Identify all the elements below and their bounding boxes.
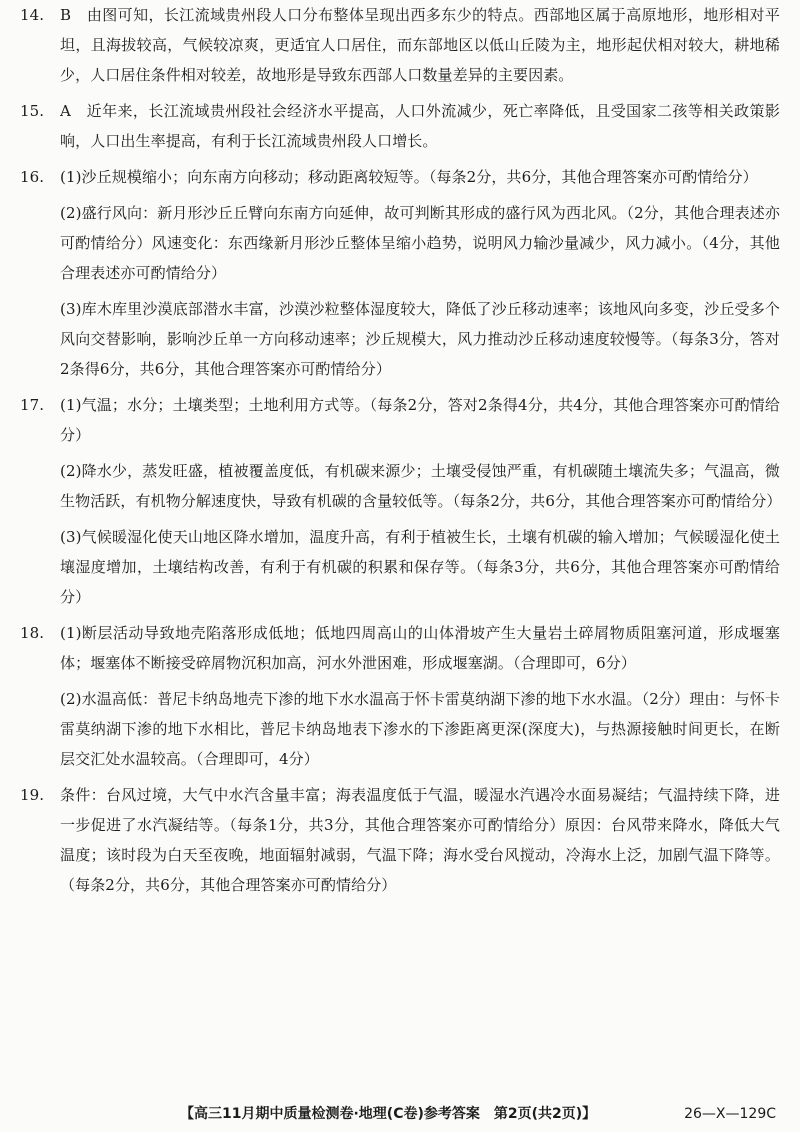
answer-item-15 bbox=[20, 96, 780, 156]
answer-item-14 bbox=[20, 0, 780, 90]
answer-paragraph: 条件：台风过境，大气中水汽含量丰富；海表温度低于气温，暖湿水汽遇冷水面易凝结；气温持续下降，进一步促进了水汽凝结等。（每条1分，共3分，其他合理答案亦可酌情给分）原因：台风带来降水，降低大气温度；该时段为白天至夜晚，地面辐射减弱，气温下降；海水受台风搅动，冷海水上泛，加剧气温下降等。（每条2分，共6分，其他合理答案亦可酌情给分） bbox=[60, 786, 780, 894]
answer-paragraph: (1)沙丘规模缩小；向东南方向移动；移动距离较短等。（每条2分，共6分，其他合理答案亦可酌情给分） bbox=[60, 168, 758, 186]
answer-paragraph: (1)断层活动导致地壳陷落形成低地；低地四周高山的山体滑坡产生大量岩土碎屑物质阻塞河道，形成堰塞体；堰塞体不断接受碎屑物沉积加高，河水外泄困难，形成堰塞湖。（合理即可，6分） bbox=[60, 624, 780, 672]
answer-paragraph: (2)盛行风向：新月形沙丘丘臂向东南方向延伸，故可判断其形成的盛行风为西北风。（2分，其他合理表述亦可酌情给分）风速变化：东西缘新月形沙丘整体呈缩小趋势，说明风力输沙量减少，风力减小。（4分，其他合理表述亦可酌情给分） bbox=[60, 204, 780, 282]
answer-list bbox=[20, 0, 780, 900]
answer-paragraph: (2)降水少，蒸发旺盛，植被覆盖度低，有机碳来源少；土壤受侵蚀严重，有机碳随土壤流失多；气温高，微生物活跃，有机物分解速度快，导致有机碳的含量较低等。（每条2分，共6分，其他合理答案亦可酌情给分） bbox=[60, 462, 782, 510]
question-number: 14. bbox=[20, 6, 45, 24]
question-number: 17. bbox=[20, 396, 45, 414]
answer-paragraph: (3)气候暖湿化使天山地区降水增加，温度升高，有利于植被生长，土壤有机碳的输入增加；气候暖湿化使土壤湿度增加，土壤结构改善，有利于有机碳的积累和保存等。（每条3分，共6分，其他合理答案亦可酌情给分） bbox=[60, 528, 780, 606]
answer-paragraph: B 由图可知，长江流域贵州段人口分布整体呈现出西多东少的特点。西部地区属于高原地形，地形相对平坦，且海拔较高，气候较凉爽，更适宜人口居住，而东部地区以低山丘陵为主，地形起伏相对较大，耕地稀少，人口居住条件相对较差，故地形是导致东西部人口数量差异的主要因素。 bbox=[60, 6, 780, 84]
question-number: 18. bbox=[20, 624, 45, 642]
question-number: 15. bbox=[20, 102, 45, 120]
answer-item-18 bbox=[20, 618, 780, 774]
answer-paragraph: (1)气温；水分；土壤类型；土地利用方式等。（每条2分，答对2条得4分，共4分，其他合理答案亦可酌情给分） bbox=[60, 396, 780, 444]
page-footer bbox=[0, 1100, 800, 1128]
answer-paragraph: (2)水温高低：普尼卡纳岛地壳下渗的地下水水温高于怀卡雷莫纳湖下渗的地下水水温。（2分）理由：与怀卡雷莫纳湖下渗的地下水相比，普尼卡纳岛地表下渗水的下渗距离更深(深度大)，与热源接触时间更长，在断层交汇处水温较高。（合理即可，4分） bbox=[60, 690, 780, 768]
answer-paragraph: A 近年来，长江流域贵州段社会经济水平提高，人口外流减少，死亡率降低，且受国家二孩等相关政策影响，人口出生率提高，有利于长江流域贵州段人口增长。 bbox=[60, 102, 780, 150]
answer-item-16 bbox=[20, 162, 780, 384]
question-number: 19. bbox=[20, 786, 45, 804]
question-number: 16. bbox=[20, 168, 45, 186]
footer-title: 【高三11月期中质量检测卷·地理(C卷)参考答案 第2页(共2页)】 bbox=[180, 1106, 597, 1122]
answer-paragraph: (3)库木库里沙漠底部潜水丰富，沙漠沙粒整体湿度较大，降低了沙丘移动速率；该地风向多变，沙丘受多个风向交替影响，影响沙丘单一方向移动速率；沙丘规模大，风力推动沙丘移动速度较慢等。（每条3分，答对2条得6分，共6分，其他合理答案亦可酌情给分） bbox=[60, 300, 780, 378]
answer-item-19 bbox=[20, 780, 780, 900]
footer-code: 26—X—129C bbox=[684, 1106, 776, 1122]
answer-item-17 bbox=[20, 390, 780, 612]
